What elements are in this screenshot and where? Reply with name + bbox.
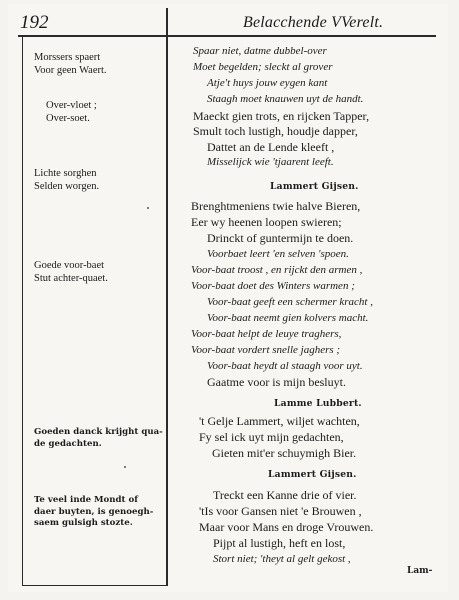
verse-line: Atje't huys jouw eygen kant (207, 77, 328, 89)
speaker-heading: Lammert Gijsen. (268, 469, 357, 480)
speaker-heading: Lamme Lubbert. (274, 398, 362, 409)
margin-note-line: Goeden danck krijght qua- (34, 427, 163, 437)
margin-note-line: Stut achter-quaet. (34, 273, 108, 284)
margin-note (46, 99, 172, 125)
left-border (22, 36, 23, 585)
margin-note-line: saem gulsigh stozte. (34, 518, 133, 528)
verse-line: Voor-baat helpt de leuye traghers, (191, 328, 342, 340)
margin-note-line: Goede voor-baet (34, 260, 105, 271)
ink-speck (124, 466, 126, 468)
margin-note-line: daer buyten, is genoegh- (34, 506, 154, 517)
margin-note-line: Selden worgen. (34, 181, 100, 192)
verse-line: Gaatme voor is mijn besluyt. (207, 375, 346, 389)
verse-line: Voorbaet leert 'en selven 'spoen. (207, 248, 349, 260)
verse-line: Brenghtmeniens twie halve Bieren, (191, 199, 361, 213)
margin-note (34, 427, 163, 450)
verse-line: Fy sel ick uyt mijn gedachten, (199, 430, 344, 444)
verse-line: Voor-baat vordert snelle jaghers ; (191, 344, 341, 356)
verse-line: Voor-baat neemt gien kolvers macht. (207, 312, 369, 324)
verse-line: Moet begelden; sleckt al grover (193, 61, 333, 73)
verse-line: 'tIs voor Gansen niet 'e Brouwen , (199, 504, 362, 518)
verse-line: Voor-baat heydt al staagh voor uyt. (207, 360, 363, 372)
margin-note (34, 495, 160, 530)
verse-line: 't Gelje Lammert, wiljet wachten, (199, 414, 360, 428)
verse-line: Gieten mit'er schuymigh Bier. (212, 446, 357, 460)
verse-line: Voor-baat doet des Winters warmen ; (191, 280, 355, 292)
ink-speck (147, 207, 149, 209)
verse-line: Treckt een Kanne drie of vier. (213, 488, 357, 502)
verse-line: Dattet an de Lende kleeft , (207, 140, 335, 154)
margin-note-line: Te veel inde Mondt of (34, 495, 138, 505)
margin-note-line: Morssers spaert (34, 52, 101, 63)
margin-divider (166, 8, 168, 586)
verse-line: Voor-baat geeft een schermer kracht , (207, 296, 373, 308)
verse-line: Drinckt of guntermijn te doen. (207, 231, 354, 245)
verse-line: Staagh moet knauwen uyt de handt. (207, 93, 364, 105)
verse-line: Spaar niet, datme dubbel-over (193, 45, 327, 57)
running-title: Belacchende VVerelt. (243, 14, 384, 31)
margin-note-line: Over-soet. (46, 113, 90, 124)
header-rule (18, 35, 436, 37)
verse-line: Maar voor Mans en droge Vrouwen. (199, 520, 374, 534)
verse-line: Pijpt al lustigh, heft en lost, (213, 536, 346, 550)
speaker-heading: Lammert Gijsen. (270, 181, 359, 192)
verse-line: Voor-baat troost , en rijckt den armen , (191, 264, 363, 276)
margin-note-line: de gedachten. (34, 438, 102, 449)
margin-note-line: Lichte sorghen (34, 168, 97, 179)
verse-line: Smult toch lustigh, houdje dapper, (193, 124, 358, 138)
margin-note-line: Voor geen Waert. (34, 65, 107, 76)
verse-line: Misselijck wie 'tjaarent leeft. (207, 156, 334, 168)
verse-line: Eer wy heenen loopen swieren; (191, 215, 342, 229)
bottom-rule (22, 585, 168, 586)
page-number: 192 (20, 12, 49, 33)
margin-note (34, 167, 160, 193)
margin-note (34, 51, 160, 77)
catchword: Lam- (407, 566, 433, 576)
verse-line: Stort niet; 'theyt al gelt gekost , (213, 553, 351, 565)
verse-line: Maeckt gien trots, en rijcken Tapper, (193, 109, 370, 123)
margin-note (34, 259, 160, 285)
margin-note-line: Over-vloet ; (46, 100, 97, 111)
